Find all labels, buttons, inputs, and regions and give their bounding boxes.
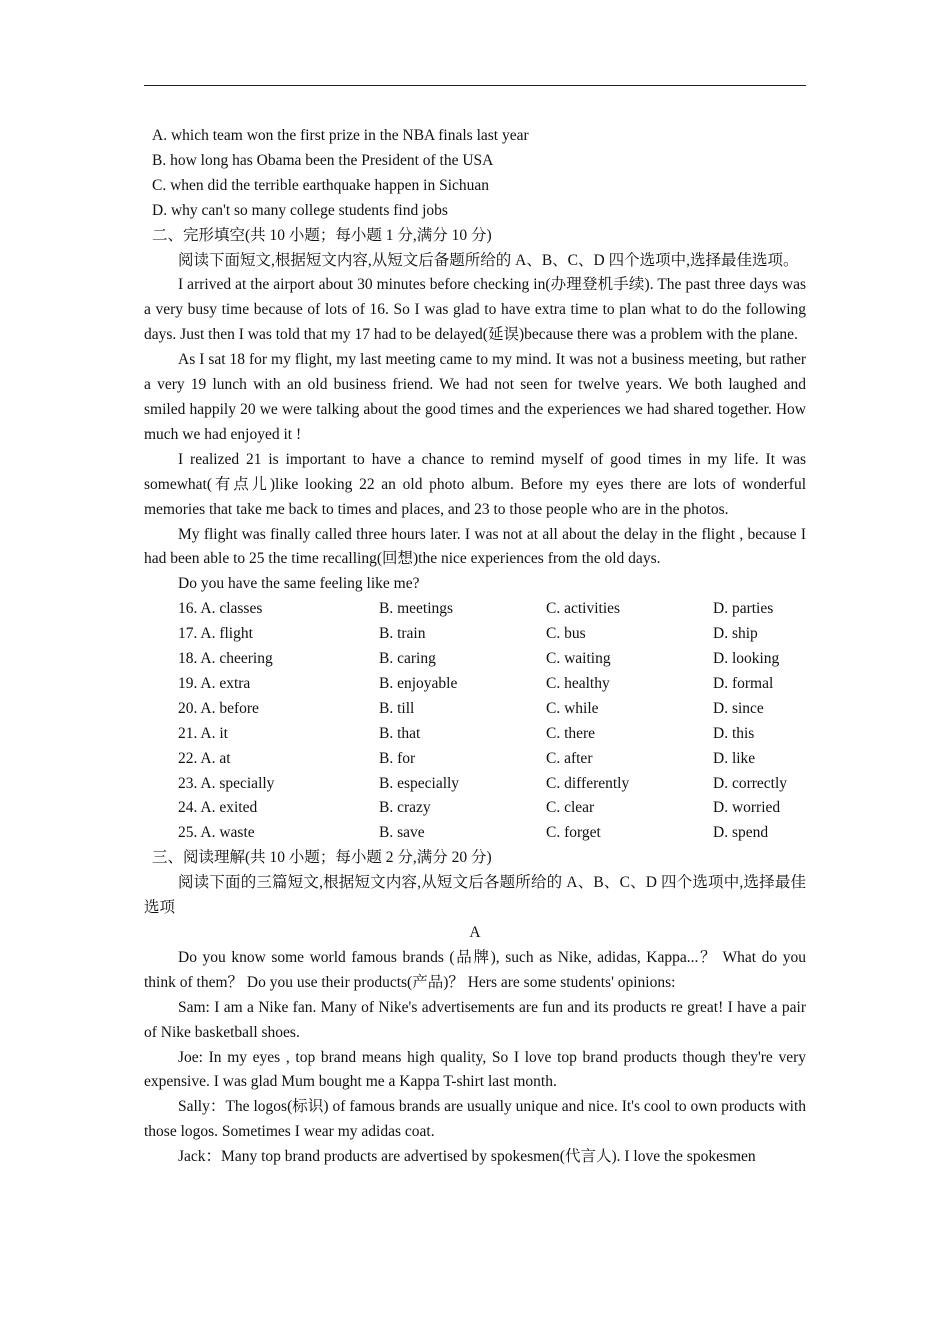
choice-option: B. for (379, 749, 416, 767)
choice-option: C. forget (546, 824, 601, 842)
choice-option: C. while (546, 699, 599, 717)
cloze-paragraph-4: My flight was finally called three hours later. I was not at all about the delay in the flight , because I had been able to 25 the time recalling(回想)the nice experiences from the old days. (144, 525, 806, 568)
choice-option: C. after (546, 749, 593, 767)
choice-row-16 (178, 597, 806, 622)
choice-row-24 (178, 796, 806, 821)
choice-option: B. till (379, 699, 415, 717)
choice-row-25 (178, 821, 806, 846)
reading-paragraph-3: Joe: In my eyes , top brand means high quality, So I love top brand products though they're very expensive. I was glad Mum bought me a Kappa T-shirt last month. (144, 1048, 806, 1091)
choice-option: B. enjoyable (379, 674, 458, 692)
choice-row-17 (178, 622, 806, 647)
choice-option: D. worried (713, 799, 781, 817)
reading-paragraph-5: Jack：Many top brand products are advertised by spokesmen(代言人). I love the spokesmen (178, 1148, 756, 1166)
reading-paragraph-1: Do you know some world famous brands (品牌), such as Nike, adidas, Kappa...？ What do you think of them？ Do you use their products(产品)？ Hers are some students' opinions: (144, 948, 806, 991)
choice-option: D. since (713, 699, 764, 717)
choice-option: D. this (713, 724, 755, 742)
choice-row-20 (178, 697, 806, 722)
choice-option: 18. A. cheering (178, 650, 273, 668)
section-3-heading: 三、阅读理解(共 10 小题；每小题 2 分,满分 20 分) (152, 849, 492, 867)
choice-row-22 (178, 747, 806, 772)
choice-option: C. bus (546, 625, 586, 643)
section-2-heading: 二、完形填空(共 10 小题；每小题 1 分,满分 10 分) (152, 226, 492, 244)
reading-paragraph-4: Sally：The logos(标识) of famous brands are usually unique and nice. It's cool to own products with those logos. Sometimes I wear my adidas coat. (144, 1098, 806, 1141)
choice-option: 20. A. before (178, 699, 259, 717)
choice-option: C. clear (546, 799, 595, 817)
choice-option: C. healthy (546, 674, 610, 692)
choice-option: 24. A. exited (178, 799, 258, 817)
choice-option: C. differently (546, 774, 630, 792)
choice-option: 23. A. specially (178, 774, 275, 792)
choice-option: D. parties (713, 600, 774, 618)
prev-option-c: C. when did the terrible earthquake happen in Sichuan (152, 176, 490, 194)
choice-row-18 (178, 647, 806, 672)
choice-option: C. there (546, 724, 596, 742)
document-body (144, 124, 806, 1170)
cloze-paragraph-3: I realized 21 is important to have a chance to remind myself of good times in my life. It was somewhat(有点儿)like looking 22 an old photo album. Before my eyes there are lots of wonderful memories that take me back to times and places, and 23 to those people who are in the photos. (144, 450, 806, 518)
choice-option: D. ship (713, 625, 758, 643)
choice-option: B. meetings (379, 600, 454, 618)
prev-option-d: D. why can't so many college students find jobs (152, 201, 448, 219)
choice-option: D. formal (713, 674, 774, 692)
choice-option: C. waiting (546, 650, 611, 668)
cloze-paragraph-5: Do you have the same feeling like me? (178, 575, 420, 593)
choice-option: B. train (379, 625, 426, 643)
choice-option: D. correctly (713, 774, 788, 792)
prev-option-a: A. which team won the first prize in the NBA finals last year (152, 127, 529, 144)
cloze-choices (144, 597, 806, 846)
section-2-instruction: 阅读下面短文,根据短文内容,从短文后备题所给的 A、B、C、D 四个选项中,选择最佳选项。 (178, 251, 799, 269)
choice-option: D. like (713, 749, 756, 767)
passage-label: A (469, 924, 481, 941)
header-rule (144, 85, 806, 86)
prev-option-b: B. how long has Obama been the President of the USA (152, 151, 494, 169)
choice-option: 22. A. at (178, 749, 231, 767)
choice-row-19 (178, 672, 806, 697)
choice-option: 25. A. waste (178, 824, 255, 842)
choice-option: C. activities (546, 600, 621, 618)
section-3-instruction: 阅读下面的三篇短文,根据短文内容,从短文后各题所给的 A、B、C、D 四个选项中,选择最佳选项 (144, 874, 806, 917)
choice-option: 17. A. flight (178, 625, 253, 643)
choice-option: 19. A. extra (178, 674, 251, 692)
choice-option: B. crazy (379, 799, 431, 817)
choice-option: 16. A. classes (178, 600, 263, 618)
reading-paragraph-2: Sam: I am a Nike fan. Many of Nike's advertisements are fun and its products re great! I have a pair of Nike basketball shoes. (144, 998, 806, 1041)
choice-option: B. that (379, 724, 421, 742)
choice-option: B. especially (379, 774, 460, 792)
cloze-paragraph-1: I arrived at the airport about 30 minutes before checking in(办理登机手续). The past three days was a very busy time because of lots of 16. So I was glad to have extra time to plan what to do the following days. Just then I was told that my 17 had to be delayed(延误)because there was a problem with the plane. (144, 276, 806, 344)
choice-option: D. looking (713, 650, 780, 668)
choice-option: 21. A. it (178, 724, 228, 742)
choice-option: B. caring (379, 650, 436, 668)
choice-option: D. spend (713, 824, 769, 842)
choice-row-21 (178, 722, 806, 747)
choice-row-23 (178, 772, 806, 797)
cloze-paragraph-2: As I sat 18 for my flight, my last meeting came to my mind. It was not a business meeting, but rather a very 19 lunch with an old business friend. We had not seen for twelve years. We both laughed and smiled happily 20 we were talking about the good times and the experiences we had shared together. How much we had enjoyed it ! (144, 351, 806, 443)
choice-option: B. save (379, 824, 425, 842)
